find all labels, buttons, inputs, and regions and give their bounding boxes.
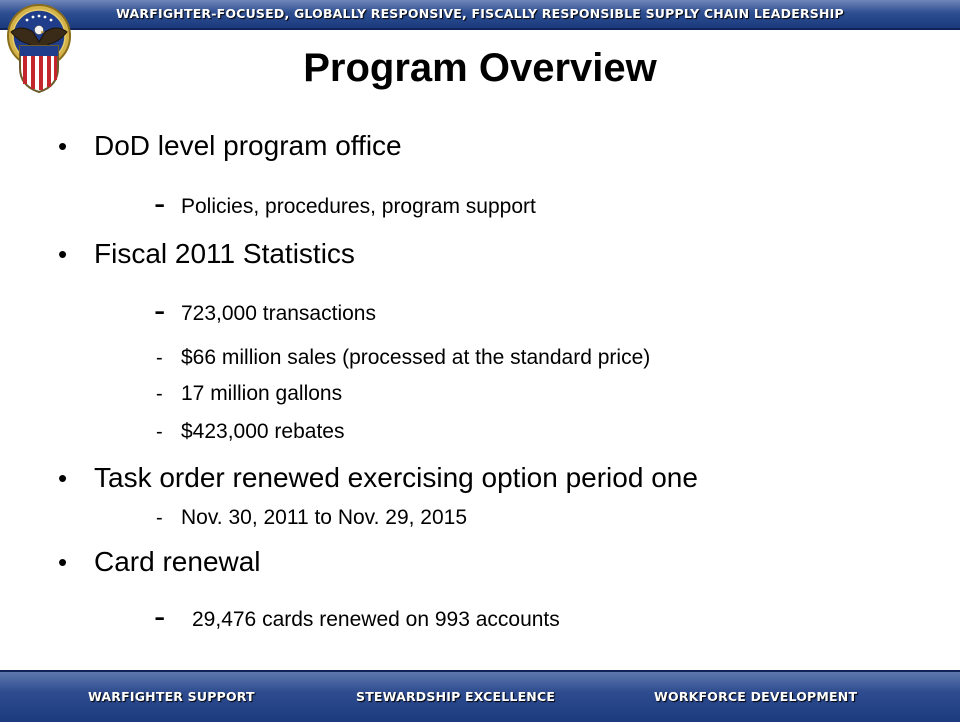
- slide-title: Program Overview: [303, 46, 657, 90]
- sub-item-dash: -: [154, 598, 166, 636]
- sub-item-text: 723,000 transactions: [181, 302, 376, 325]
- sub-item-text: Policies, procedures, program support: [181, 195, 536, 218]
- bullet-text: Card renewal: [94, 546, 261, 577]
- sub-item-dash: -: [154, 292, 166, 330]
- bullet-text: DoD level program office: [94, 130, 402, 161]
- sub-item-dash: -: [156, 383, 163, 405]
- sub-item-dash: -: [156, 347, 163, 369]
- bullet-text: Fiscal 2011 Statistics: [94, 238, 355, 269]
- bullet-marker: •: [58, 547, 68, 577]
- footer-stewardship-excellence: STEWARDSHIP EXCELLENCE: [356, 689, 556, 704]
- footer-workforce-development: WORKFORCE DEVELOPMENT: [654, 689, 858, 704]
- sub-item-text: $66 million sales (processed at the standard price): [181, 346, 651, 369]
- bullet-text: Task order renewed exercising option period one: [94, 462, 698, 493]
- top-banner-text: WARFIGHTER-FOCUSED, GLOBALLY RESPONSIVE, FISCALLY RESPONSIBLE SUPPLY CHAIN LEADERSHIP: [116, 6, 844, 21]
- sub-item-text: Nov. 30, 2011 to Nov. 29, 2015: [181, 506, 468, 529]
- bullet-marker: •: [58, 463, 68, 493]
- sub-item-dash: -: [156, 421, 163, 443]
- sub-item-dash: -: [156, 507, 163, 529]
- sub-item-text: 17 million gallons: [181, 382, 343, 405]
- footer-warfighter-support: WARFIGHTER SUPPORT: [88, 689, 255, 704]
- sub-item-dash: -: [154, 185, 166, 223]
- bullet-marker: •: [58, 239, 68, 269]
- bullet-marker: •: [58, 131, 68, 161]
- sub-item-text: $423,000 rebates: [181, 420, 345, 443]
- sub-item-text: 29,476 cards renewed on 993 accounts: [192, 608, 560, 631]
